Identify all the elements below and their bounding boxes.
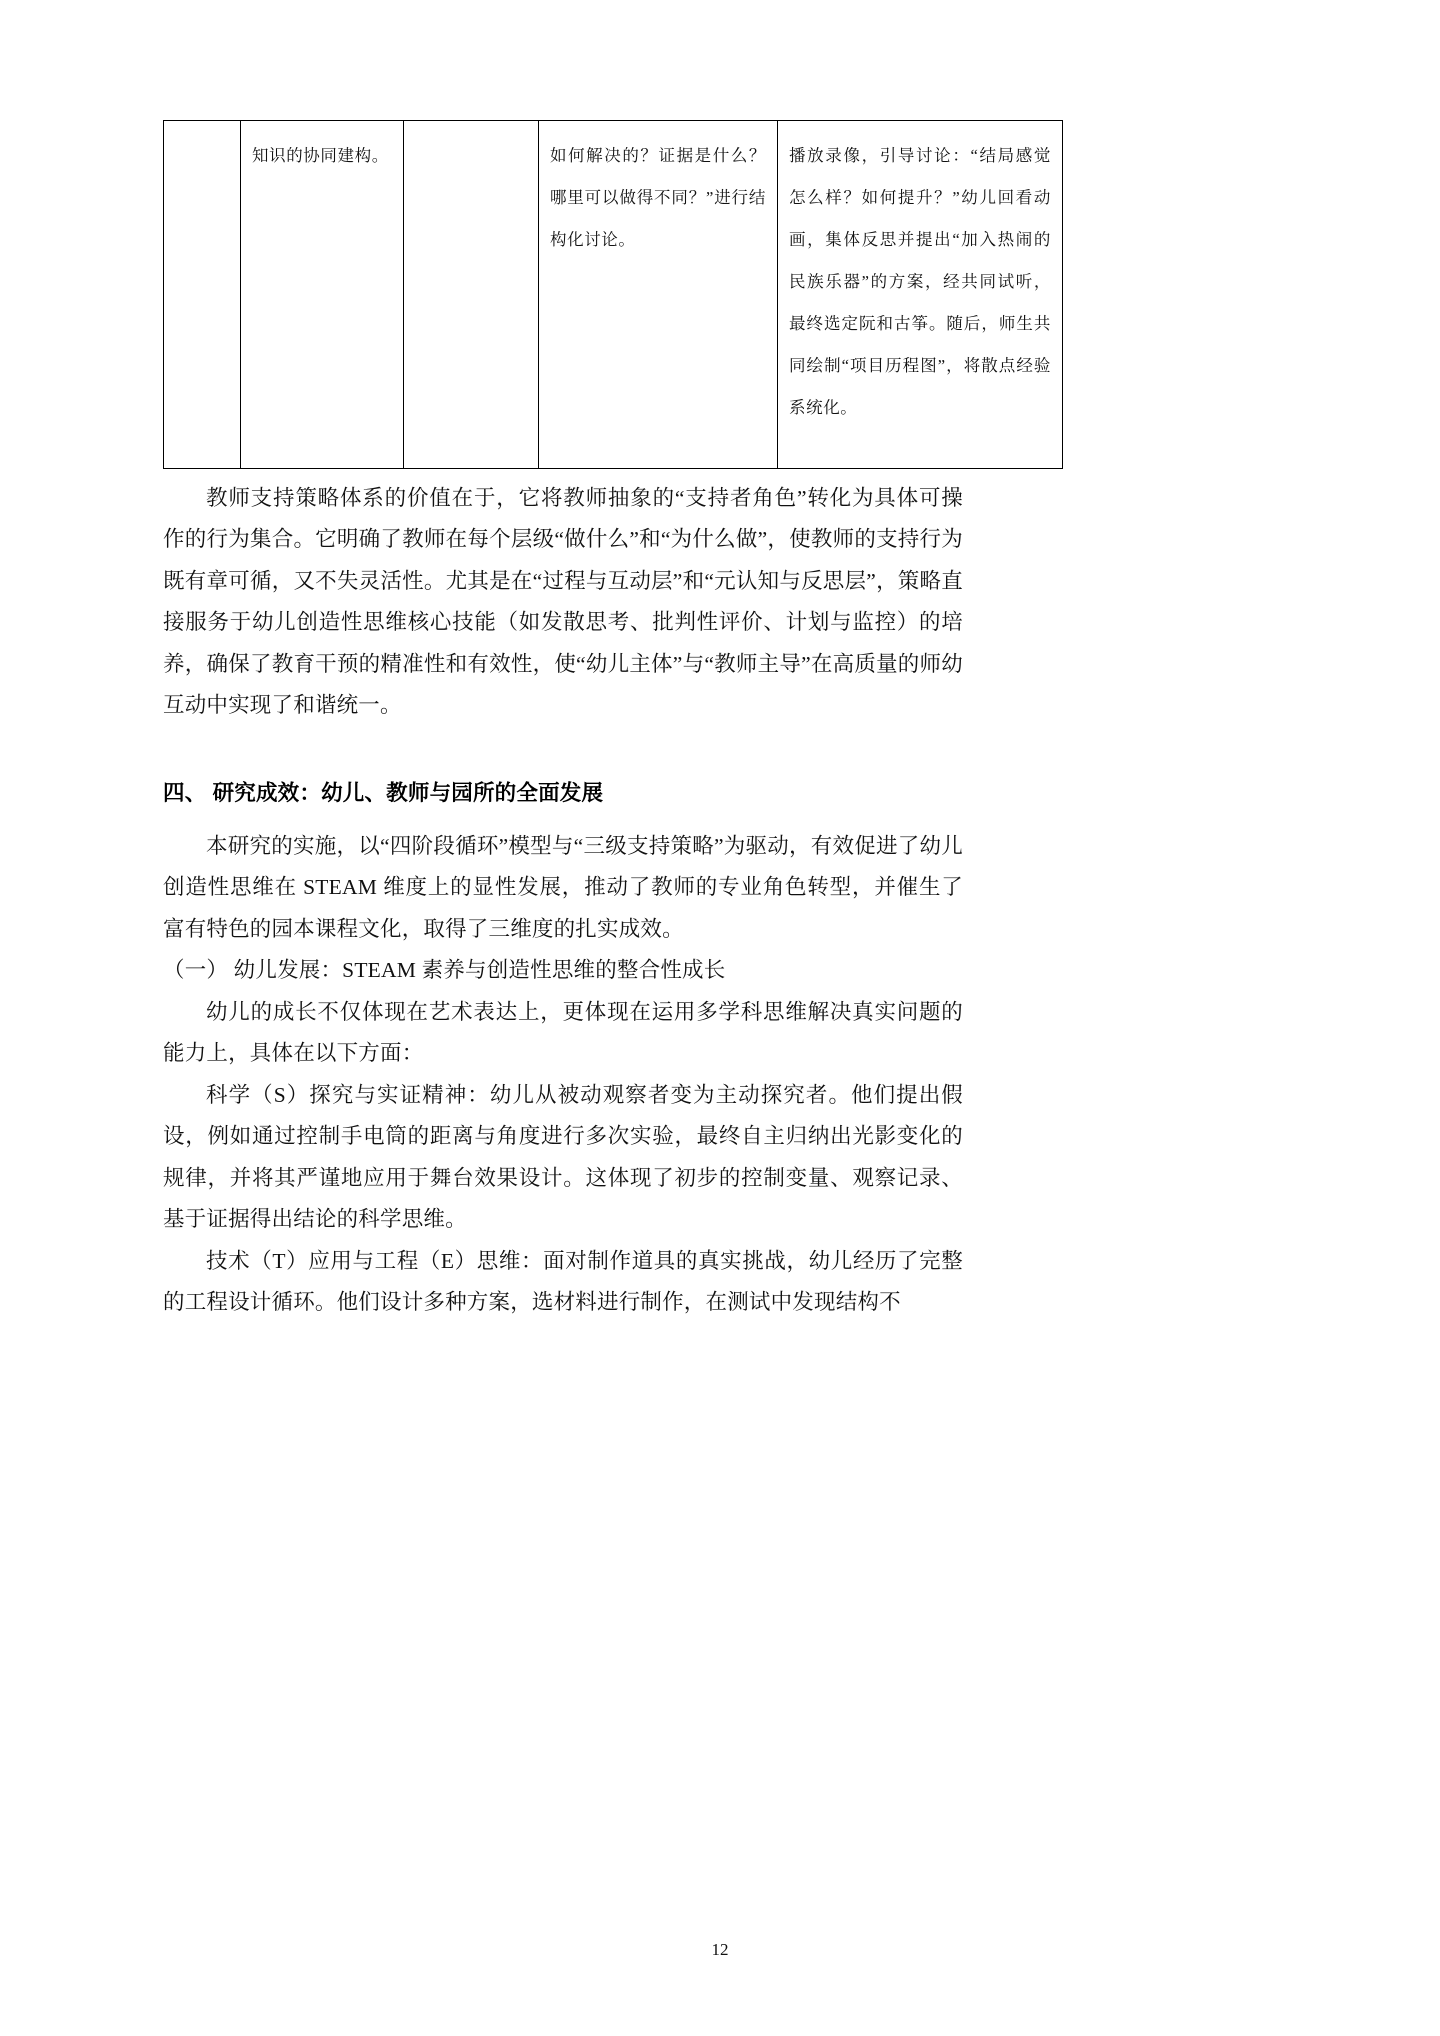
paragraph-strategy-value: 教师支持策略体系的价值在于，它将教师抽象的“支持者角色”转化为具体可操作的行为集合。它明确了教师在每个层级“做什么”和“为什么做”，使教师的支持行为既有章可循，又不失灵活性。尤其是在“过程与互动层”和“元认知与反思层”，策略直接服务于幼儿创造性思维核心技能（如发散思考、批判性评价、计划与监控）的培养，确保了教育干预的精准性和有效性，使“幼儿主体”与“教师主导”在高质量的师幼互动中实现了和谐统一。 — [163, 486, 963, 718]
table-cell-goal: 知识的协同建构。 — [241, 121, 404, 469]
strategy-table — [163, 120, 1063, 469]
paragraph-research-outcome-intro: 本研究的实施，以“四阶段循环”模型与“三级支持策略”为驱动，有效促进了幼儿创造性思维在 STEAM 维度上的显性发展，推动了教师的专业角色转型，并催生了富有特色的园本课程文化，取得了三维度的扎实成效。 — [163, 833, 963, 941]
table-cell-example: 播放录像，引导讨论：“结局感觉怎么样？如何提升？”幼儿回看动画，集体反思并提出“加入热闹的民族乐器”的方案，经共同试听，最终选定阮和古筝。随后，师生共同绘制“项目历程图”，将散点经验系统化。 — [778, 121, 1063, 469]
paragraph-technology-engineering: 技术（T）应用与工程（E）思维：面对制作道具的真实挑战，幼儿经历了完整的工程设计循环。他们设计多种方案，选材料进行制作，在测试中发现结构不 — [163, 1248, 963, 1315]
paragraph-block-1 — [163, 478, 963, 727]
table-cell-strategy — [404, 121, 539, 469]
section-heading-four: 四、 研究成效：幼儿、教师与园所的全面发展 — [163, 780, 604, 805]
table-row — [164, 121, 1063, 469]
page-number: 12 — [711, 1940, 729, 1959]
paragraph-science-inquiry: 科学（S）探究与实证精神：幼儿从被动观察者变为主动探究者。他们提出假设，例如通过控制手电筒的距离与角度进行多次实验，最终自主归纳出光影变化的规律，并将其严谨地应用于舞台效果设计。这体现了初步的控制变量、观察记录、基于证据得出结论的科学思维。 — [163, 1082, 963, 1232]
table-cell-question: 如何解决的？证据是什么？哪里可以做得不同？”进行结构化讨论。 — [539, 121, 778, 469]
paragraph-block-2 — [163, 826, 963, 950]
section-heading-block — [163, 773, 963, 814]
table-cell-level — [164, 121, 241, 469]
paragraph-child-development-intro: 幼儿的成长不仅体现在艺术表达上，更体现在运用多学科思维解决真实问题的能力上，具体在以下方面： — [163, 999, 963, 1066]
page-content — [163, 120, 1051, 1324]
subsection-heading-one: （一） 幼儿发展：STEAM 素养与创造性思维的整合性成长 — [163, 958, 726, 983]
